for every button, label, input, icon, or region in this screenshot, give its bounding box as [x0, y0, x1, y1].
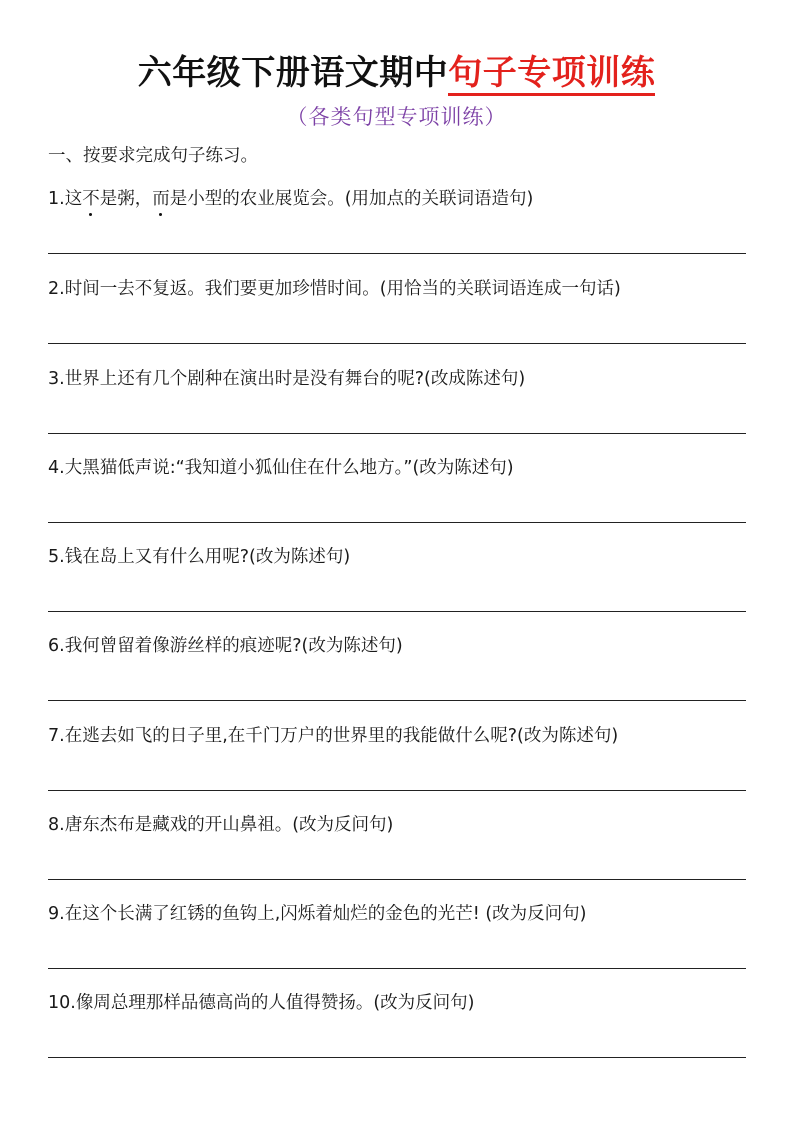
title-prefix: 六年级下册语文期中: [137, 53, 449, 93]
answer-line[interactable]: [48, 879, 746, 880]
question-body: 唐东杰布是藏戏的开山鼻祖。(改为反问句): [64, 815, 394, 835]
page-subtitle: （各类句型专项训练）: [286, 105, 507, 129]
question-text: [48, 544, 350, 570]
question-8: [48, 812, 746, 882]
question-body: 我何曾留着像游丝样的痕迹呢?(改为陈述句): [64, 636, 403, 656]
answer-line[interactable]: [48, 611, 746, 612]
question-2: [48, 276, 746, 346]
answer-line[interactable]: [48, 968, 746, 969]
question-body: 像周总理那样品德高尚的人值得赞扬。(改为反问句): [75, 993, 475, 1013]
question-text-part: 这: [64, 189, 83, 209]
question-text-part: 是: [169, 189, 188, 209]
answer-line[interactable]: [48, 700, 746, 701]
question-text: [48, 723, 618, 749]
question-4: [48, 455, 746, 525]
question-text: [48, 812, 393, 838]
question-text: [48, 366, 525, 392]
question-number: 7.: [48, 726, 65, 746]
question-number: 2.: [48, 279, 65, 299]
answer-line[interactable]: [48, 433, 746, 434]
question-number: 9.: [48, 904, 65, 924]
question-text-part: 小型的农业展览会。(用加点的关联词语造句): [187, 189, 534, 209]
question-body: 钱在岛上又有什么用呢?(改为陈述句): [64, 547, 351, 567]
question-text: [48, 901, 587, 927]
answer-line[interactable]: [48, 790, 746, 791]
question-text: [48, 186, 533, 212]
answer-line[interactable]: [48, 522, 746, 523]
question-text: [48, 990, 475, 1016]
question-number: 8.: [48, 815, 65, 835]
title-highlight: 句子专项训练: [448, 53, 655, 96]
question-7: [48, 723, 746, 793]
question-text-part: 粥，: [117, 189, 153, 209]
question-body: 在这个长满了红锈的鱼钩上,闪烁着灿烂的金色的光芒! (改为反问句): [64, 904, 587, 924]
answer-line[interactable]: [48, 253, 746, 254]
question-5: [48, 544, 746, 614]
question-9: [48, 901, 746, 971]
emphasis-dot-char: 不: [82, 186, 100, 212]
question-body: 时间一去不复返。我们要更加珍惜时间。(用恰当的关联词语连成一句话): [64, 279, 621, 299]
question-text: [48, 455, 514, 481]
page-title: [0, 50, 793, 96]
emphasis-dot-char: 而: [152, 186, 170, 212]
question-number: 1.: [48, 189, 65, 209]
question-6: [48, 633, 746, 703]
question-1: [48, 186, 746, 256]
answer-line[interactable]: [48, 1057, 746, 1058]
question-text: [48, 276, 621, 302]
question-text: [48, 633, 403, 659]
question-text-part: 是: [99, 189, 118, 209]
question-3: [48, 366, 746, 436]
question-number: 10.: [48, 993, 76, 1013]
question-number: 5.: [48, 547, 65, 567]
question-body: 在逃去如飞的日子里,在千门万户的世界里的我能做什么呢?(改为陈述句): [64, 726, 619, 746]
question-10: [48, 990, 746, 1060]
section-heading: 一、按要求完成句子练习。: [48, 146, 258, 166]
question-body: 大黑猫低声说:“我知道小狐仙住在什么地方。”(改为陈述句): [64, 458, 514, 478]
question-number: 6.: [48, 636, 65, 656]
question-number: 4.: [48, 458, 65, 478]
answer-line[interactable]: [48, 343, 746, 344]
question-body: 世界上还有几个剧种在演出时是没有舞台的呢?(改成陈述句): [64, 369, 526, 389]
question-number: 3.: [48, 369, 65, 389]
